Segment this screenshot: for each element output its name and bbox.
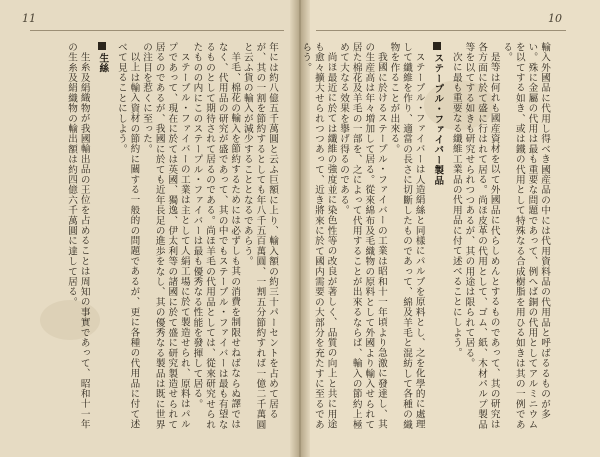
page-number-right: 10 xyxy=(548,12,562,25)
page-number-left: 11 xyxy=(22,12,36,25)
paragraph: 是等は何れも國産資材を以て外國品に代らしめんとするものであって、其の研究は各方面に於て盛に行はれて居る。尚ほ皮革の代用として、ゴム、紙、木材パルプ製品等を以てする如きも研究せられつつあるが、其の用途は限られて居る。 xyxy=(463,42,500,430)
heading-square-icon xyxy=(433,42,441,50)
heading-square-icon xyxy=(98,42,106,50)
paragraph: 次に最も重要なる纖維工業品の代用品に付て述べることにしよう。 xyxy=(450,51,462,358)
paragraph: 我國に於けるステープル・ファイバーの工業は昭和十一年頃より急激に發達し、其の生産高は年々増加して居る。從來綿布及毛織物の原料として外國より輸入せられて居た棉花及羊毛の一部を、之によって代用することが出來るならば、輸入の節約上極めて大なる效果を擧げ得るのである。 xyxy=(338,42,387,430)
right-page-body xyxy=(300,42,550,437)
section-heading-text: ステープル・ファイバー製品 xyxy=(432,53,444,186)
left-page-body xyxy=(30,42,278,437)
paragraph: 尚ほ最近に於ては纖維の強度並に染色性等の改良が著しく、品質の向上と共に用途も愈々擴大せられつつあって、近き將來に於て國内需要の大部分を充たすに至るであらう。 xyxy=(300,42,337,430)
paragraph: 生糸及絹織物が我國輸出品の王位を占めることは周知の事實であって、昭和十一年の生糸及絹織物の輸出額は約四億六千萬圓に達して居る。 xyxy=(66,42,90,429)
paragraph: ステープル・ファイバーの工業は主として人絹工場に於て製造せられ、原料はパルプであって、現在に於ては英國、獨逸、伊太利等の諸國に於て盛に研究製造せられて居るのであるが、我國に於ても近年長足の進歩をなし、其の優秀なる製品は既に世界の注目を惹くに至った。 xyxy=(141,42,190,430)
paragraph: ステープル・ファイバーは人造絹絲と同樣にパルプを原料とし、之を化學的に處理して纖維を作り、適當の長さに切斷したものであって、綿及羊毛と混紡して各種の織物を作ることが出來る。 xyxy=(388,42,425,430)
section-heading xyxy=(96,42,109,437)
paragraph: 輸入外國品に代用し得べき國産品の中には代用資料品の代用品と呼ばるるものが多い。殊に金屬の代用は最も重要な問題であって、例へば銅の代用としてアルミニウムを以てする如き、或は鐵の代用として特殊なる合成樹脂を用ひる如きは其の一例である。 xyxy=(501,42,550,430)
paragraph: 以上は輸入資材の節約に關する一般的の問題であるが、更に各種の代用品に付て述べて見ることにしよう。 xyxy=(115,42,140,429)
paragraph: 羊毛、棉花の輸入を節約するためには必ずしも其の消費を制限せねばならぬ譯ではなく、代用品の研究が盛であって、其の中でもステープル・ファイバーは最も有望なるものとして期待されて居るのである。尚ほ羊毛の代用品としては、從來研究せられたものの内にこのステープル・ファイバーは最も優秀なる性能を發揮して居る。 xyxy=(191,42,241,430)
header-rule-right xyxy=(316,30,566,31)
header-rule-left xyxy=(30,30,284,31)
section-heading-text: 生絲 xyxy=(97,53,109,74)
paragraph: 年には約八億五千萬圓と云ふ巨額に上り、輸入額の約三十パーセントを占めて居るが、其の一割を節約するとしても年八千五百萬圓、一割五分節約すれば一億二千萬圓と云ふ貨の輸入が減少することとなるであらう。 xyxy=(241,42,278,430)
section-heading xyxy=(431,42,444,437)
